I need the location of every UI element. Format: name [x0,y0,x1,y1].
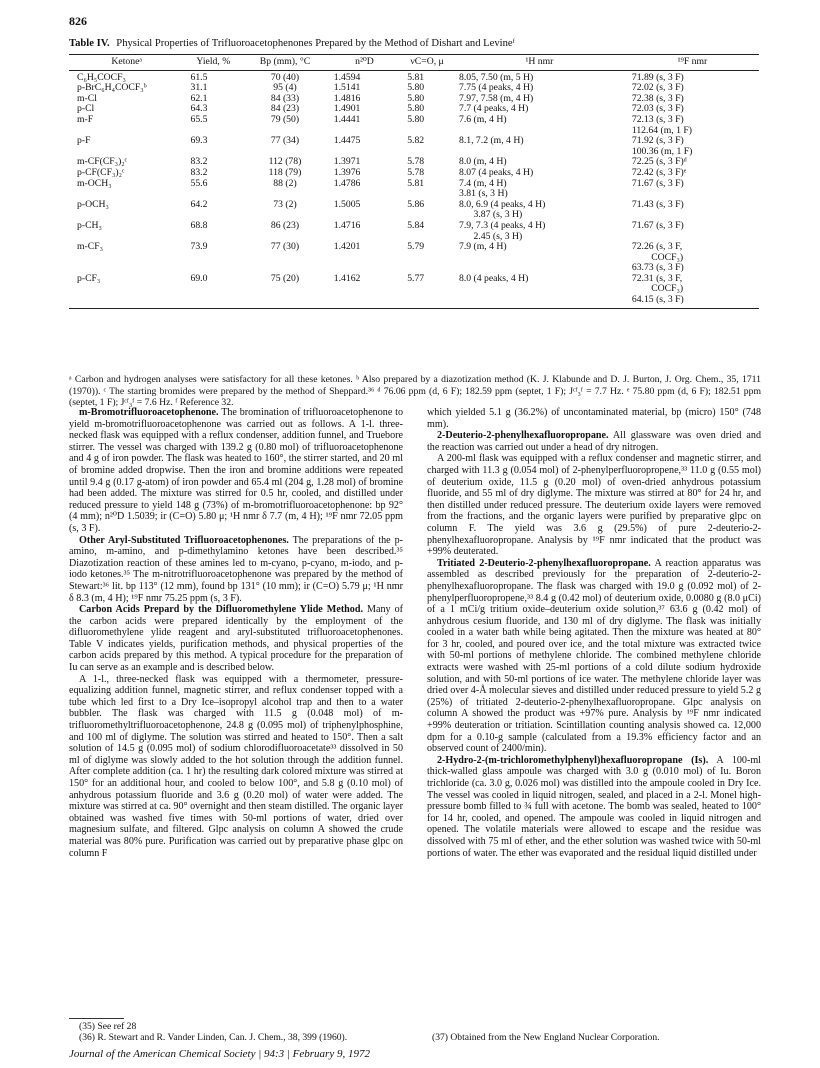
cell-ir: 5.82 [407,135,425,147]
cell-bp: 112 (78) [268,156,302,168]
col-header-ketone: Ketoneᵃ [69,55,184,69]
cell-ir: 5.78 [407,166,425,178]
cell-refractive-index: 1.5005 [333,198,361,210]
cell-ketone: p-BrC₆H₄COCF₃ᵇ [77,82,147,94]
cell-1h-nmr: 8.05, 7.50 (m, 5 H) [458,71,534,83]
cell-ir: 5.84 [407,219,425,231]
cell-yield: 31.1 [190,82,208,94]
cell-ir: 5.80 [407,113,425,125]
col-header-1h-nmr: ¹H nmr [453,55,626,69]
cell-ketone: m-CF₃ [77,241,103,253]
footnote-37: (37) Obtained from the New England Nuclear Corporation. [432,1032,660,1043]
paragraph-text: which yielded 5.1 g (36.2%) of uncontaminated material, bp (micro) 150° (748 mm). [427,407,761,430]
col-header-ir: νC=O, μ [401,55,453,69]
cell-1h-nmr: 7.9, 7.3 (4 peaks, 4 H) 2.45 (s, 3 H) [458,219,546,242]
cell-bp: 86 (23) [270,219,300,231]
table-row [69,115,759,136]
cell-1h-nmr: 8.0, 6.9 (4 peaks, 4 H) 3.87 (s, 3 H) [458,198,546,221]
footnote-35: (35) See ref 28 [79,1021,137,1032]
paragraph-text: A 1-l., three-necked flask was equipped with a thermometer, pressure-equalizing addition funnel, magnetic stirrer, and reflux condenser topped with a tube which led first to a Dry Ice–isopropyl alcohol trap and then to a water bubbler. The flask was charged with 11.5 g (0.048 mol) of m-trifluoromethyltrifluoroacetophenone, 24.8 g (0.095 mol) of triphenylphosphine, and 100 ml of diglyme. The solution was stirred and heated to 150°. Then a salt solution of 14.5 g (0.095 mol) of sodium chlorodifluoroacetate³³ dissolved in 50 ml of diglyme was slowly added to the hot solution through the addition funnel. After complete addition (ca. 1 hr) the resulting dark colored mixture was stirred at 150° for an additional hour, and cooled to below 100°, and 5.8 g (0.10 mol) of anhydrous potassium fluoride and 3.6 g (0.20 mol) of water were added. The mixture was stirred at ca. 90° overnight and then steam distilled. The organic layer obtained was washed five times with 50-ml portions of water, dried over magnesium sulfate, and filtered. Glpc analysis on column A showed the crude material was 80% pure. Purification was carried out by preparative phase glpc on column F [69,673,403,859]
cell-yield: 83.2 [190,156,208,168]
cell-refractive-index: 1.4475 [333,135,361,147]
table-row [69,274,759,308]
paragraph [69,407,403,535]
table-footnotes: ᵃ Carbon and hydrogen analyses were satisfactory for all these ketones. ᵇ Also prepared by a diazotization method (K. J. Klabunde and D. J. Burton, J. Org. Chem., 35, 1711 (1970)). ᶜ The starting bromides were prepared by the method of Sheppard.³⁶ ᵈ 76.06 ppm (d, 6 F); 182.59 ppm (septet, 1 F); Jᶜᶠ₃ᶠ = 7.7 Hz. ᵉ 75.80 ppm (d, 6 F); 182.51 ppm (septet, 1 F); Jᶜᶠ₃ᶠ = 7.6 Hz. ᶠ Reference 32. [69,374,761,408]
cell-19f-nmr: 71.43 (s, 3 F) [631,198,684,210]
cell-bp: 73 (2) [273,198,297,210]
cell-19f-nmr: 71.92 (s, 3 F) 100.36 (m, 1 F) [631,135,693,157]
table-row [69,200,759,221]
cell-1h-nmr: 7.97, 7.58 (m, 4 H) [458,92,534,104]
cell-yield: 55.6 [190,177,208,189]
cell-1h-nmr: 7.6 (m, 4 H) [458,113,507,125]
properties-table [69,54,759,309]
cell-19f-nmr: 72.25 (s, 3 F)ᵈ [631,156,687,168]
paragraph [69,604,403,674]
cell-bp: 75 (20) [242,274,328,308]
cell-refractive-index: 1.4786 [333,177,361,189]
paragraph-text: The preparations of the p-amino, m-amino, and p-dimethylamino ketones have been described.³⁵ Diazotization reaction of these amines led to m-cyano, p-cyano, m-iodo, and p-iodo ketones.³⁵ The m-nitrotrifluoroacetophenone was prepared by the method of Stewart:³⁶ lit. bp 113° (12 mm), found bp 131° (10 mm); ir (C=O) 5.79 μ; ¹H nmr δ 8.3 (m, 4 H); ¹⁹F nmr 75.25 ppm (s, 3 F). [69,534,403,604]
table-row [69,221,759,242]
cell-yield: 73.9 [190,241,208,253]
cell-refractive-index: 1.4201 [333,241,361,253]
cell-bp: 79 (50) [270,113,300,125]
cell-bp: 118 (79) [268,166,302,178]
footnote-36: (36) R. Stewart and R. Vander Linden, Can. J. Chem., 38, 399 (1960). [79,1032,348,1043]
paragraph-text: A 200-ml flask was equipped with a reflux condenser and magnetic stirrer, and charged with 11.3 g (0.054 mol) of 2-phenylperfluoropropene,³³ 11.0 g (0.55 mol) of deuterium oxide, 11.5 g (0.20 mol) of oven-dried anhydrous potassium fluoride, and 55 ml of dry diglyme. The mixture was stirred at 80° for 24 hr, and then distilled under reduced pressure. The deuterium oxide layers were removed from the fractions, and the organic layers were purified by preparative glpc on column F. The yield was 3.6 g (29.5%) of pure 2-deuterio-2-phenylhexafluoropropane. Analysis by ¹⁹F nmr indicated that the product was +99% deuterated. [427,453,761,558]
cell-19f-nmr: 72.13 (s, 3 F) 112.64 (m, 1 F) [631,113,693,136]
cell-yield: 64.3 [190,103,208,115]
cell-bp: 84 (33) [270,92,300,104]
cell-19f-nmr: 71.67 (s, 3 F) [631,177,684,189]
paragraph [69,535,403,605]
cell-ir: 5.81 [407,71,425,83]
cell-ketone: p-OCH₃ [77,198,109,210]
cell-ir: 5.78 [407,156,425,168]
cell-refractive-index: 1.5141 [333,82,361,94]
cell-bp: 77 (34) [270,135,300,147]
cell-ketone: p-CF₃ [69,274,184,308]
cell-1h-nmr: 7.9 (m, 4 H) [458,241,507,253]
cell-bp: 88 (2) [273,177,297,189]
paragraph [427,430,761,453]
footnote-rule [69,1018,124,1019]
cell-refractive-index: 1.4162 [328,274,401,308]
cell-ketone: m-F [77,113,94,125]
cell-ketone: p-CH₃ [77,219,102,231]
cell-refractive-index: 1.3971 [333,156,361,168]
cell-1h-nmr: 8.07 (4 peaks, 4 H) [458,166,534,178]
cell-ketone: p-CF(CF₃)₂ᶜ [77,166,125,178]
paragraph-text: A 100-ml thick-walled glass ampoule was charged with 3.0 g (0.010 mol) of Iu. Boron trichloride (ca. 3.0 g, 0.026 mol) was distilled into the ampoule cooled in Dry Ice. The vessel was cooled in liquid nitrogen, sealed, and placed in a 2-l. Monel high-pressure bomb filled to ¾ full with acetone. The bomb was sealed, heated to 100° for 14 hr, cooled, and opened. The ampoule was cooled in liquid nitrogen and opened. The volatile materials were allowed to escape and the residue was dissolved with 75 ml of ether, and the ether solution was washed twice with 50-ml portions of water. The ether was evaporated and the residual liquid distilled under [427,754,761,859]
col-header-19f-nmr: ¹⁹F nmr [626,55,759,69]
cell-refractive-index: 1.4816 [333,92,361,104]
cell-ir: 5.80 [407,103,425,115]
cell-yield: 68.8 [190,219,208,231]
right-column [427,407,761,859]
table-body [69,70,759,308]
cell-refractive-index: 1.4901 [333,103,361,115]
col-header-refractive-index: n²⁰D [328,55,401,69]
cell-yield: 83.2 [190,166,208,178]
cell-1h-nmr: 8.0 (4 peaks, 4 H) [453,274,626,308]
paragraph-text: The bromination of trifluoroacetophenone to yield m-bromotrifluoroacetophenone was carried out as follows. A 1-l. three-necked flask was equipped with a reflux condenser, addition funnel, and Truebore stirrer. The vessel was charged with 139.2 g (0.80 mol) of trifluoroacetophenone and 4 g of iron powder. The flask was heated to 160°, the stirrer started, and 20 ml of bromine added dropwise. Then the iron and bromine additions were repeated until 9.4 g (0.17 g-atom) of iron powder and 65.4 ml (204 g, 1.28 mol) of bromine had been added. The mixture was stirred for 0.5 hr, cooled, and distilled under reduced pressure to yield 148 g (73%) of m-bromotrifluoroacetophenone: bp 92° (4 mm); n²⁰D 1.5039; ir (C=O) 5.80 μ; ¹H nmr δ 7.7 (m, 4 H); ¹⁹F nmr 72.05 ppm (s, 3 F). [69,407,403,534]
table-row [69,136,759,157]
paragraph-heading: m-Bromotrifluoroacetophenone. [79,407,219,418]
cell-ir: 5.80 [407,82,425,94]
cell-19f-nmr: 72.42 (s, 3 F)ᵉ [631,166,687,178]
cell-1h-nmr: 7.4 (m, 4 H) 3.81 (s, 3 H) [458,177,508,200]
cell-ketone: m-Cl [77,92,97,104]
table-caption [69,38,759,49]
cell-19f-nmr: 72.31 (s, 3 F, COCF₃) 64.15 (s, 3 F) [626,274,759,308]
cell-1h-nmr: 8.0 (m, 4 H) [458,156,507,168]
paragraph-heading: 2-Hydro-2-(m-trichloromethylphenyl)hexafluoropropane (Is). [437,754,709,766]
paragraph [427,755,761,859]
cell-yield: 64.2 [190,198,208,210]
cell-19f-nmr: 71.67 (s, 3 F) [631,219,684,231]
paragraph [427,407,761,430]
cell-bp: 95 (4) [273,82,297,94]
cell-yield: 65.5 [190,113,208,125]
cell-refractive-index: 1.4594 [333,71,361,83]
cell-bp: 70 (40) [270,71,300,83]
paragraph-text: A reaction apparatus was assembled as described previously for the preparation of 2-deuterio-2-phenylhexafluoropropane. The flask was charged with 19.0 g (0.092 mol) of 2-phenylperfluoropropene,³³ 8.4 g (0.42 mol) of deuterium oxide, 0.0080 g (8.0 μCi) of a 1 mCi/g tritium oxide–deuterium oxide solution,³⁷ 63.6 g (0.42 mol) of anhydrous cesium fluoride, and 130 ml of dry diglyme. The flask was initially cooled in a water bath while being agitated. Then the mixture was heated at 80° for 3 hr, cooled, and poured over ice, and the total mixture was extracted twice with 50-ml portions of methylene chloride. The combined methylene chloride extracts were washed with 25-ml portions of a cold dilute sodium hydroxide solution, and with 50-ml portions of ice water. The methylene chloride layer was dried over 4-Å molecular sieves and distilled under reduced pressure to yield 5.2 g (25%) of tritiated 2-deuterio-2-phenylhexafluoropropane. Glpc analysis on column A showed the product was +97% pure. Analysis by ¹⁹F nmr indicated +99% deuteration or tritiation. Scintillation counting analysis showed ca. 12,000 dpm for a 0.10-g sample (calculated from a 19.3% efficiency factor and an observed count of 2400/min). [427,557,761,755]
cell-19f-nmr: 72.03 (s, 3 F) [631,103,684,115]
cell-ir: 5.81 [407,177,425,189]
left-column [69,407,403,859]
cell-ketone: m-OCH₃ [77,177,112,189]
cell-yield: 69.3 [190,135,208,147]
table-title: Physical Properties of Trifluoroacetophenones Prepared by the Method of Dishart and Levineᶠ [116,38,515,49]
cell-yield: 62.1 [190,92,208,104]
cell-bp: 77 (30) [270,241,300,253]
paragraph-heading: Carbon Acids Prepard by the Difluoromethylene Ylide Method. [79,604,363,616]
cell-ketone: p-F [77,135,91,147]
cell-19f-nmr: 72.02 (s, 3 F) [631,82,684,94]
cell-bp: 84 (23) [270,103,300,115]
cell-19f-nmr: 72.38 (s, 3 F) [631,92,684,104]
paragraph-heading: Tritiated 2-Deuterio-2-phenylhexafluoropropane. [437,557,651,569]
paragraph-heading: Other Aryl-Substituted Trifluoroacetophenones. [79,534,289,546]
cell-19f-nmr: 72.26 (s, 3 F, COCF₃) 63.73 (s, 3 F) [631,241,684,274]
cell-19f-nmr: 71.89 (s, 3 F) [631,71,684,83]
journal-footer: Journal of the American Chemical Society | 94:3 | February 9, 1972 [69,1048,370,1060]
cell-yield: 61.5 [190,71,208,83]
page-number: 826 [69,14,87,28]
col-header-bp: Bp (mm), °C [242,55,328,69]
paragraph-text: All glassware was oven dried and the reaction was carried out under a head of dry nitrogen. [427,430,761,453]
cell-ir: 5.86 [407,198,425,210]
paragraph-text: Many of the carbon acids were prepared identically by the employment of the difluoromethylene ylide reagent and aryl-substituted trifluoroacetophenones. Table V indicates yields, purification methods, and physical properties of the carbon acids prepared by this method. A typical procedure for the preparation of Iu can serve as an example and is described below. [69,604,403,674]
cell-ir: 5.79 [407,241,425,253]
cell-ir: 5.80 [407,92,425,104]
cell-refractive-index: 1.4716 [333,219,361,231]
table-label: Table IV. [69,38,110,49]
cell-refractive-index: 1.3976 [333,166,361,178]
table-row [69,242,759,274]
cell-refractive-index: 1.4441 [333,113,361,125]
paragraph-heading: 2-Deuterio-2-phenylhexafluoropropane. [437,430,609,442]
cell-ketone: m-CF(CF₃)₂ᶜ [77,156,128,168]
cell-ketone: p-Cl [77,103,95,115]
cell-yield: 69.0 [184,274,242,308]
table-row [69,179,759,200]
cell-1h-nmr: 8.1, 7.2 (m, 4 H) [458,135,524,147]
cell-1h-nmr: 7.75 (4 peaks, 4 H) [458,82,534,94]
paragraph [427,558,761,755]
col-header-yield: Yield, % [184,55,242,69]
paragraph [427,453,761,557]
cell-ir: 5.77 [401,274,453,308]
table-row [69,168,759,179]
cell-ketone: C₆H₅COCF₃ [77,71,126,83]
cell-1h-nmr: 7.7 (4 peaks, 4 H) [458,103,529,115]
paragraph [69,674,403,860]
